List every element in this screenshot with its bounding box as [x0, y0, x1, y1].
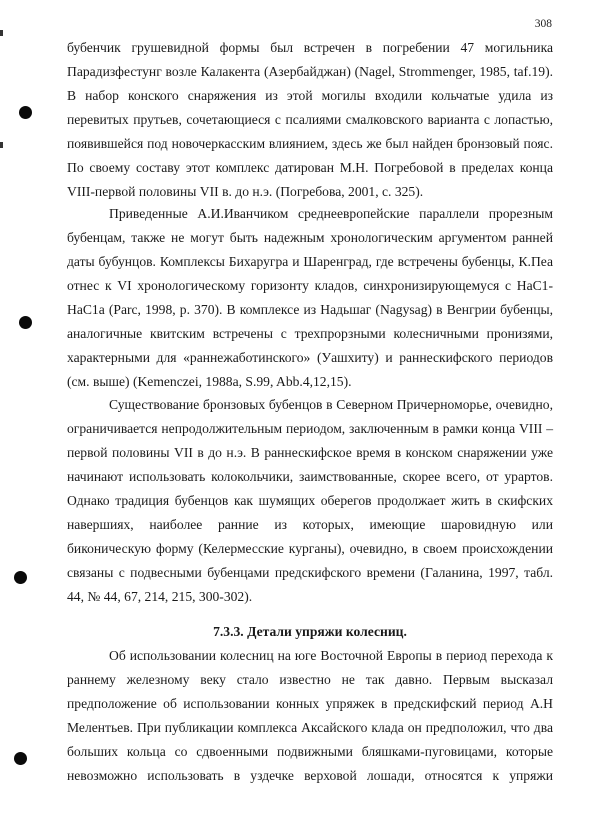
text-line: отнес к VI хронологическому горизонту кладов, синхронизирующемуся с НаС1- [67, 278, 553, 293]
margin-mark [0, 30, 3, 36]
paragraph-3 [67, 393, 553, 609]
punch-hole-icon [14, 752, 27, 765]
section-paragraph [67, 644, 553, 788]
punch-hole-icon [14, 571, 27, 584]
text-line: VIII-первой половины VII в. до н.э. (Погребова, 2001, с. 325). [67, 184, 424, 199]
text-line: бубенчик грушевидной формы был встречен в погребении 47 могильника [67, 40, 553, 55]
text-line: В набор конского снаряжения из этой могилы входили кольчатые удила из [67, 88, 553, 103]
text-line: невозможно использовать в уздечке верховой лошади, относятся к упряжи [67, 768, 553, 783]
text-line: характерными для «раннежаботинского» (Уашхиту) и раннескифского периодов [67, 350, 553, 365]
page-number: 308 [534, 18, 552, 30]
text-line: Приведенные А.И.Иванчиком среднеевропейские параллели прорезным [109, 206, 553, 221]
text-line: перевитых прутьев, сочетающиеся с псалиями смалковского варианта с лопастью, [67, 112, 553, 127]
text-line: предположение об использовании конных упряжек в предскифский период А.Н [67, 696, 553, 711]
text-line: аналогичные квитским встречены с трехпрорзными колесничными пронизями, [67, 326, 553, 341]
text-line: Парадизфестунг возле Калакента (Азербайджан) (Nagel, Strommenger, 1985, taf.19). [67, 64, 553, 79]
text-line: биконическую форму (Келермесские курганы), очевидно, в своем происхождении [67, 541, 553, 556]
text-line: первой половины VII в до н.э. В раннескифское время в конском снаряжении уже [67, 445, 553, 460]
paragraph-1 [67, 36, 553, 204]
text-line: ограничивается непродолжительным периодом, заключенным в рамки конца VIII – [67, 421, 553, 436]
text-line: начинают использовать колокольчики, заимствованные, скорее всего, от урартов. [67, 469, 553, 484]
text-line: даты бубунцов. Комплексы Бихаругра и Шаренград, где встречены бубенцы, К.Пеа [67, 254, 553, 269]
text-line: Однако традиция бубенцов как шумящих оберегов продолжает жить в скифских [67, 493, 553, 508]
text-line: 44, № 44, 67, 214, 215, 300-302). [67, 589, 253, 604]
section-heading: 7.3.3. Детали упряжи колесниц. [213, 624, 407, 639]
paragraph-2 [67, 202, 553, 394]
punch-hole-icon [19, 106, 32, 119]
text-line: раннему железному веку стало известно не так давно. Первым высказал [67, 672, 553, 687]
text-line: навершиях, наиболее ранние из которых, имеющие шаровидную или [67, 517, 553, 532]
text-line: больших кольца со сдвоенными подвижными бляшками-пуговицами, которые [67, 744, 553, 759]
text-line: НаС1а (Parc, 1998, p. 370). В комплексе из Надьшаг (Nagysag) в Венгрии бубенцы, [67, 302, 553, 317]
text-line: бубенцам, также не могут быть надежным хронологическим аргументом ранней [67, 230, 553, 245]
text-line: Об использовании колесниц на юге Восточной Европы в период перехода к [109, 648, 553, 663]
text-line: появившейся под новочеркасским влиянием, здесь же был найден бронзовый пояс. [67, 136, 553, 151]
text-line: связаны с подвесными бубенцами предскифского времени (Галанина, 1997, табл. [67, 565, 553, 580]
margin-mark [0, 142, 3, 148]
punch-hole-icon [19, 316, 32, 329]
text-line: Мелентьев. При публикации комплекса Аксайского клада он предположил, что два [67, 720, 553, 735]
text-line: (см. выше) (Kemenczei, 1988a, S.99, Abb.4,12,15). [67, 374, 352, 389]
text-line: Существование бронзовых бубенцов в Северном Причерноморье, очевидно, [109, 397, 553, 412]
text-line: По своему составу этот комплекс датирован М.Н. Погребовой в пределах конца [67, 160, 553, 175]
